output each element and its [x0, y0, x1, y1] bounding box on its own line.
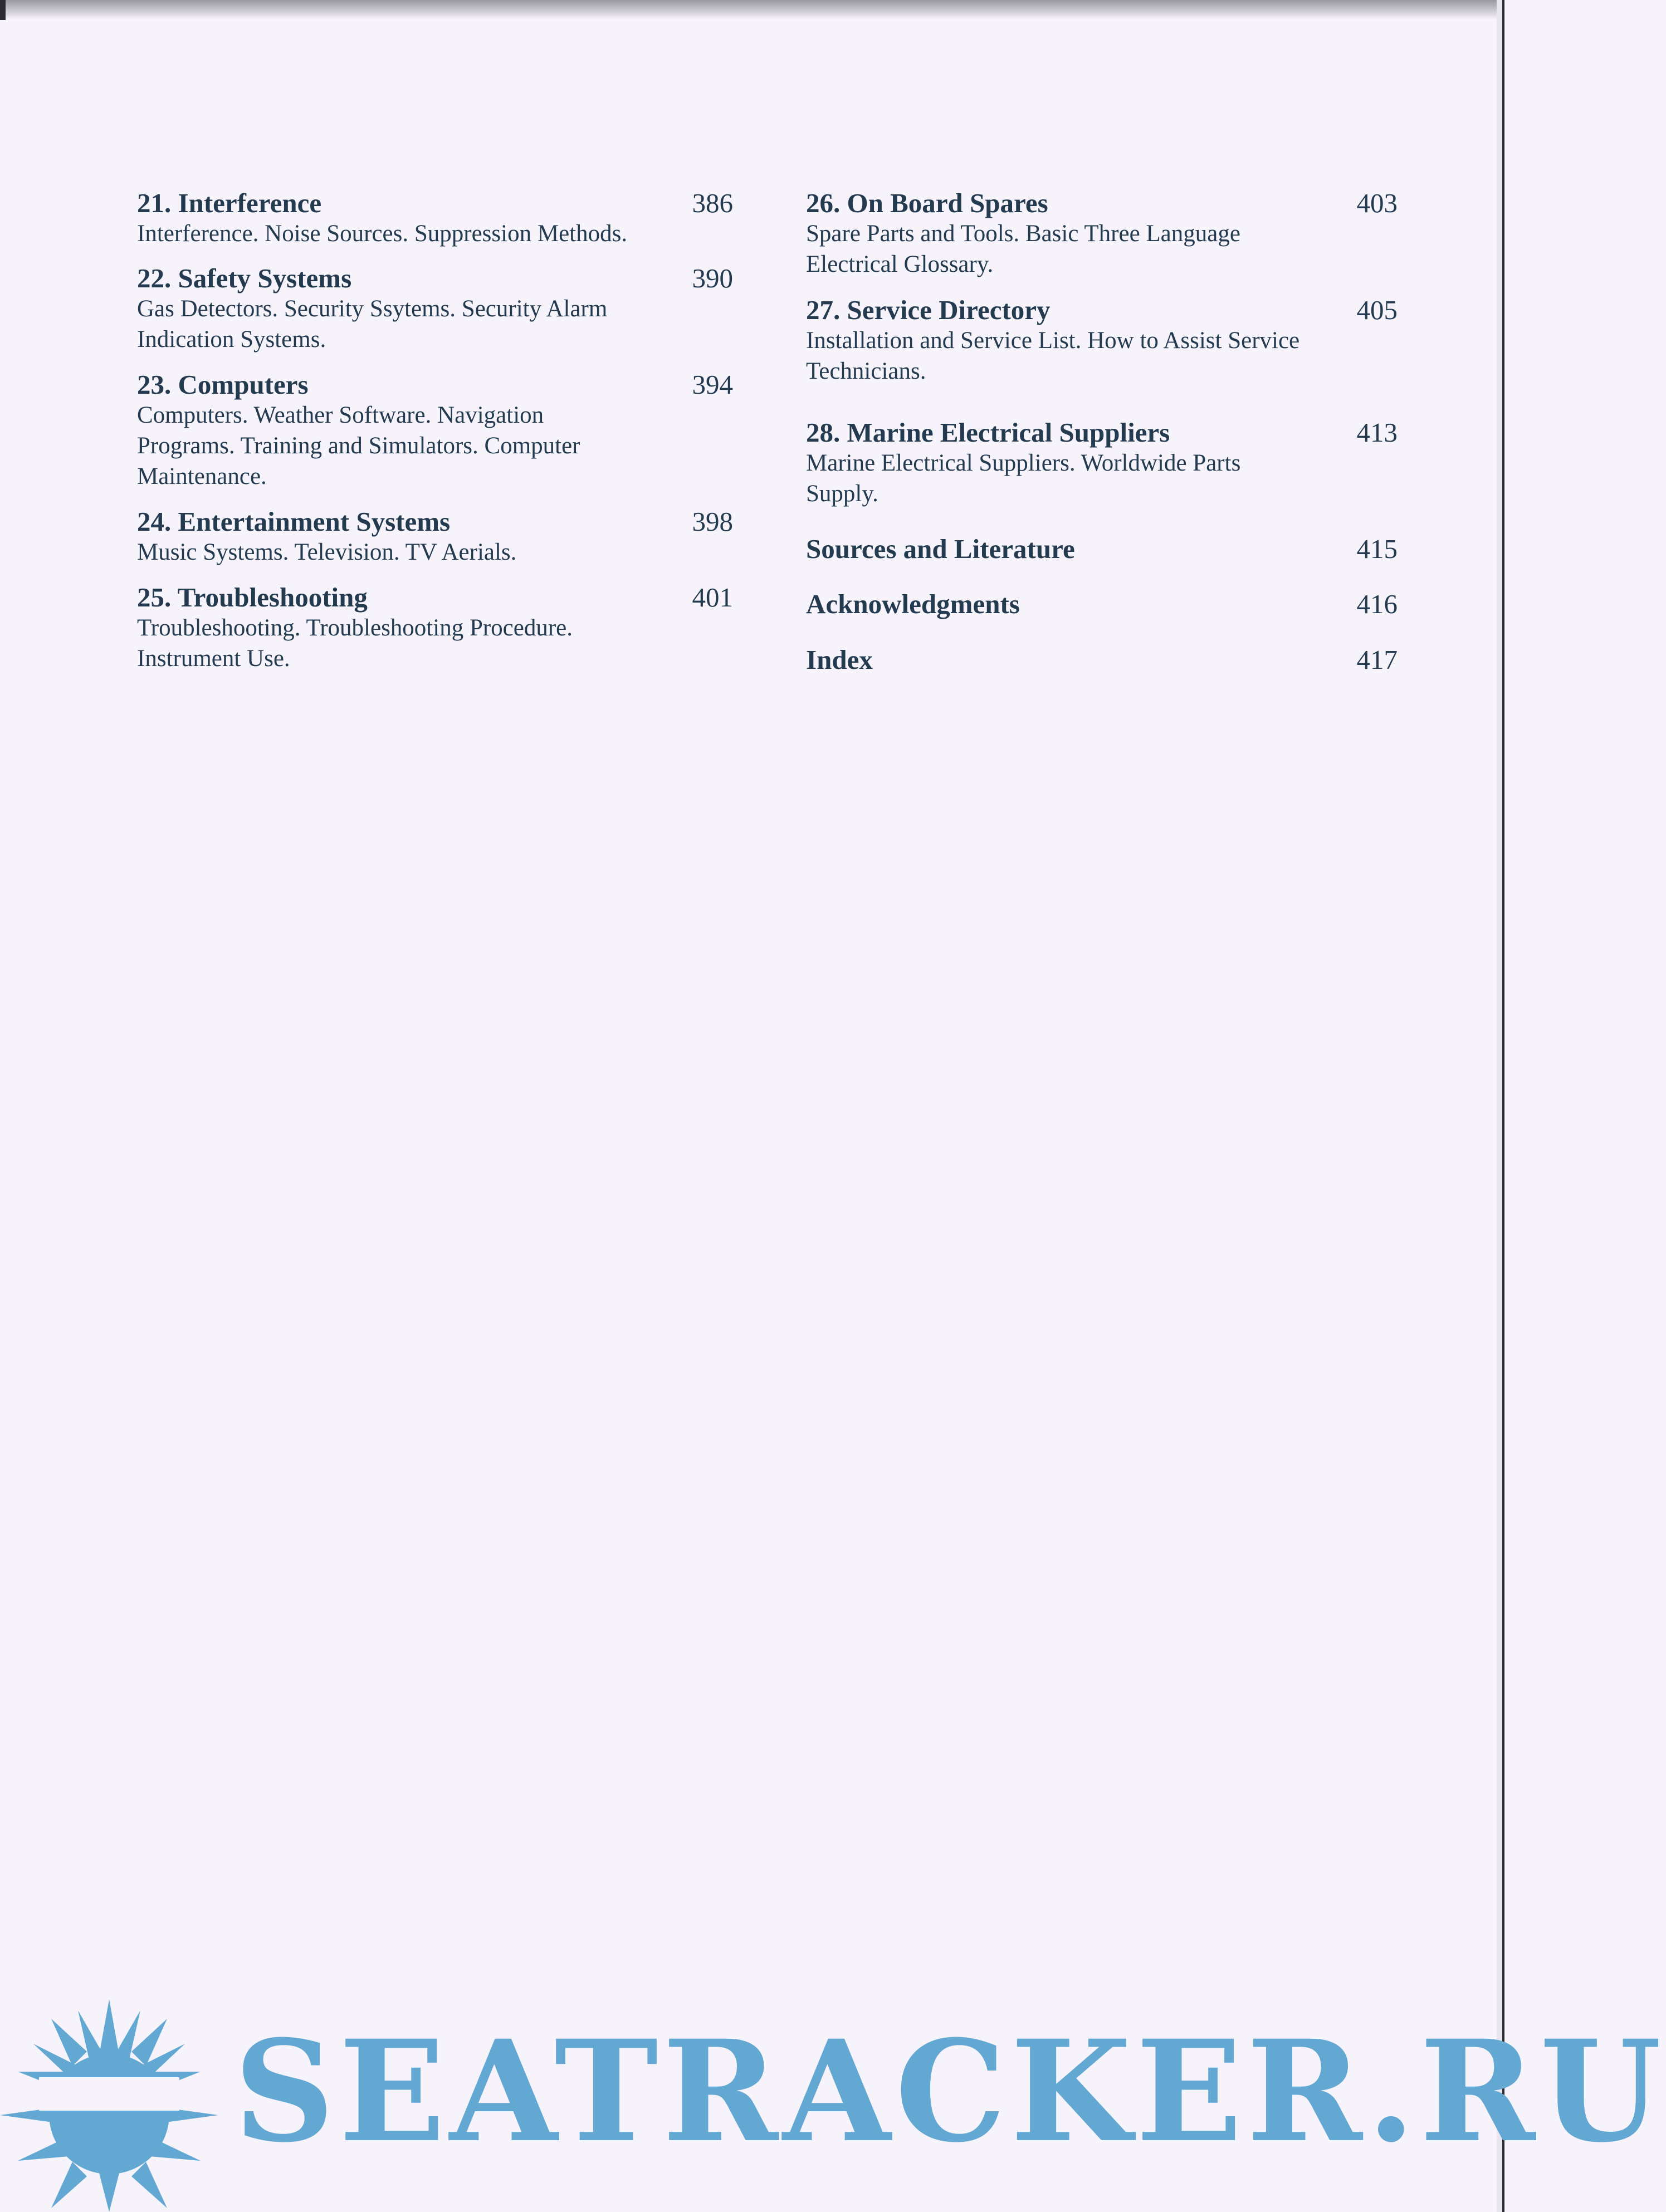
- toc-entry-description: [806, 218, 1398, 280]
- toc-entry-description-line: Gas Detectors. Security Ssytems. Security Alarm: [137, 296, 608, 322]
- toc-entry-description: [137, 293, 733, 355]
- toc-entry-page: 413: [1356, 417, 1398, 448]
- toc-entry-description-line: Maintenance.: [137, 463, 267, 490]
- toc-entry-title: 23. Computers: [137, 369, 309, 400]
- page-corner-mark: [0, 0, 6, 20]
- toc-entry-description: [137, 400, 733, 492]
- toc-entry-index: [806, 644, 1398, 676]
- toc-entry-page: 416: [1356, 589, 1398, 619]
- toc-entry-21: [137, 187, 733, 249]
- toc-entry-page: 401: [692, 582, 733, 613]
- toc-entry-26: [806, 187, 1398, 280]
- toc-entry-23: [137, 369, 733, 492]
- toc-entry-25: [137, 581, 733, 674]
- toc-entry-description-line: Programs. Training and Simulators. Computer: [137, 433, 580, 459]
- toc-entry-description-line: Instrument Use.: [137, 645, 290, 672]
- toc-entry-description-line: Music Systems. Television. TV Aerials.: [137, 539, 517, 565]
- toc-entry-sources: [806, 533, 1398, 565]
- toc-entry-description-line: Interference. Noise Sources. Suppression Methods.: [137, 221, 628, 247]
- watermark-text: SEATRACKER.RU: [234, 2009, 1666, 2173]
- toc-entry-title: Index: [806, 644, 873, 675]
- toc-entry-title: Sources and Literature: [806, 534, 1075, 564]
- toc-entry-page: 390: [692, 263, 733, 293]
- toc-entry-title: 28. Marine Electrical Suppliers: [806, 417, 1170, 448]
- toc-entry-description-line: Technicians.: [806, 358, 926, 384]
- toc-entry-22: [137, 262, 733, 355]
- sun-icon: [0, 1994, 234, 2212]
- toc-entry-description: [806, 325, 1398, 386]
- toc-entry-title: 26. On Board Spares: [806, 188, 1048, 218]
- toc-entry-page: 398: [692, 506, 733, 537]
- toc-entry-description-line: Computers. Weather Software. Navigation: [137, 402, 544, 428]
- toc-entry-description: [137, 613, 733, 674]
- toc-entry-title: 27. Service Directory: [806, 295, 1051, 325]
- toc-entry-description-line: Spare Parts and Tools. Basic Three Language: [806, 221, 1240, 247]
- toc-entry-description: [137, 537, 733, 567]
- toc-entry-27: [806, 294, 1398, 386]
- toc-entry-description-line: Marine Electrical Suppliers. Worldwide Parts: [806, 450, 1241, 476]
- toc-entry-description-line: Installation and Service List. How to Assist Service: [806, 327, 1300, 354]
- toc-entry-title: 21. Interference: [137, 188, 322, 218]
- toc-entry-page: 415: [1356, 534, 1398, 564]
- watermark: [0, 1994, 1666, 2212]
- toc-entry-page: 403: [1356, 188, 1398, 218]
- toc-entry-page: 386: [692, 188, 733, 218]
- toc-entry-description-line: Supply.: [806, 481, 878, 507]
- toc-entry-description: [806, 448, 1398, 509]
- toc-entry-title: 25. Troubleshooting: [137, 582, 368, 613]
- page-top-edge: [0, 0, 1504, 19]
- page-right-edge: [1497, 0, 1504, 2212]
- toc-entry-acknowledgments: [806, 588, 1398, 620]
- toc-entry-description: [137, 218, 733, 249]
- toc-entry-description-line: Troubleshooting. Troubleshooting Procedure.: [137, 615, 573, 641]
- toc-entry-title: Acknowledgments: [806, 589, 1020, 619]
- toc-entry-page: 394: [692, 369, 733, 400]
- toc-entry-page: 417: [1356, 644, 1398, 675]
- toc-entry-28: [806, 417, 1398, 509]
- toc-entry-title: 24. Entertainment Systems: [137, 506, 451, 537]
- toc-entry-title: 22. Safety Systems: [137, 263, 352, 293]
- toc-entry-page: 405: [1356, 295, 1398, 325]
- toc-entry-description-line: Indication Systems.: [137, 326, 326, 353]
- toc-entry-24: [137, 506, 733, 567]
- toc-entry-description-line: Electrical Glossary.: [806, 251, 994, 277]
